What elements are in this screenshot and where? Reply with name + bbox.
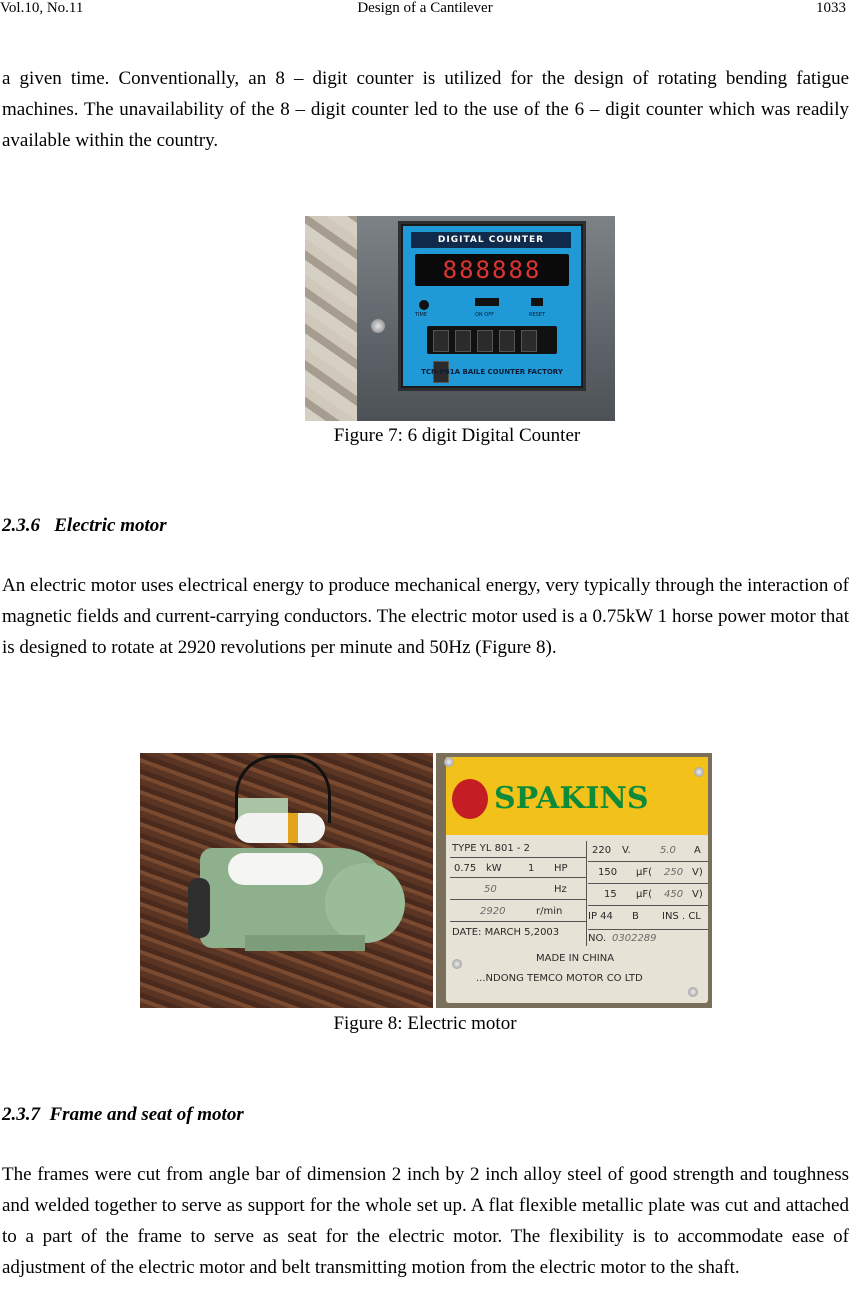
bolt-icon	[694, 767, 704, 777]
np-cap2-unit: μF(	[636, 889, 653, 900]
counter-model-text: TCN-P61A BAILE COUNTER FACTORY	[421, 368, 563, 376]
paragraph-frame-seat: The frames were cut from angle bar of dimension 2 inch by 2 inch alloy steel of good strength and toughness and welded together to serve as support for the whole set up. A flat flexible metallic plate was cut and attached to a part of the frame to serve as seat for the electric motor. The flexibility is to accommodate ease of adjustment of the electric motor and belt transmitting motion from the electric motor to the shaft.	[2, 1164, 849, 1278]
bolt-icon	[444, 757, 454, 767]
np-freq-unit: Hz	[554, 884, 567, 895]
np-cap2-rating: 450	[664, 889, 684, 900]
np-cap1: 150	[598, 867, 618, 878]
np-type: TYPE YL 801 - 2	[452, 843, 531, 854]
figure-8-nameplate-photo	[436, 753, 712, 1008]
np-volt: 220	[592, 845, 612, 856]
header-volume: Vol.10, No.11	[0, 0, 84, 16]
np-speed-unit: r/min	[536, 906, 563, 917]
np-amp: 5.0	[660, 845, 676, 856]
np-cap1-unit: μF(	[636, 867, 653, 878]
np-made-in: MADE IN CHINA	[536, 953, 615, 964]
np-cap1-rating-unit: V)	[692, 867, 703, 878]
np-ins-label: INS . CL	[662, 911, 701, 922]
time-knob	[419, 300, 429, 310]
reset-switch	[531, 298, 543, 306]
np-freq: 50	[484, 884, 497, 895]
motor-endcap	[325, 863, 405, 943]
paragraph-counter: a given time. Conventionally, an 8 – digit counter is utilized for the design of rotating bending fatigue machines. The unavailability of the 8 – digit counter led to the use of the 6 – digit counter which was readily available within the country.	[2, 68, 849, 151]
on-off-switch	[475, 298, 499, 306]
nameplate-divider	[586, 841, 587, 946]
section-heading-frame-seat: 2.3.7 Frame and seat of motor	[2, 1104, 244, 1125]
np-power-hp: 1	[528, 863, 535, 874]
counter-panel-title: DIGITAL COUNTER	[411, 232, 571, 248]
np-cap2: 15	[604, 889, 617, 900]
np-power-hp-unit: HP	[554, 863, 568, 874]
capacitor-top	[235, 813, 325, 843]
paragraph-electric-motor: An electric motor uses electrical energy to produce mechanical energy, very typically through the interaction of magnetic fields and current-carrying conductors. The electric motor used is a 0.75kW 1 horse power motor that is designed to rotate at 2920 revolutions per minute and 50Hz (Figure 8).	[2, 575, 849, 658]
spakins-logo-icon	[452, 779, 488, 819]
header-page-number: 1033	[816, 0, 846, 16]
np-speed: 2920	[480, 906, 506, 917]
header-title: Design of a Cantilever	[357, 0, 493, 16]
np-power-kw: 0.75	[454, 863, 477, 874]
np-cap1-rating: 250	[664, 867, 684, 878]
np-ins-class: B	[632, 911, 639, 922]
label-reset: RESET	[529, 312, 546, 318]
bolt-icon	[688, 987, 698, 997]
wood-background	[305, 216, 357, 421]
np-volt-unit: V.	[622, 845, 631, 856]
bolt-icon	[452, 959, 462, 969]
motor-foot	[245, 935, 365, 951]
nameplate-brand: SPAKINS	[494, 781, 649, 816]
np-no-label: NO.	[588, 933, 607, 944]
np-ip: IP 44	[588, 911, 613, 922]
np-power-kw-unit: kW	[486, 863, 502, 874]
motor-pulley	[188, 878, 210, 938]
motor-label-tag	[288, 813, 298, 843]
figure-7-digital-counter-photo	[305, 216, 615, 421]
screw-icon	[371, 319, 385, 333]
np-cap2-rating-unit: V)	[692, 889, 703, 900]
section-heading-electric-motor: 2.3.6 Electric motor	[2, 515, 167, 536]
label-switch: ON OFF	[475, 312, 494, 318]
np-no-value: 0302289	[612, 933, 657, 944]
np-date: DATE: MARCH 5,2003	[452, 927, 560, 938]
label-time: TIME	[415, 312, 428, 318]
figure-7-caption: Figure 7: 6 digit Digital Counter	[333, 425, 581, 446]
np-maker: ...NDONG TEMCO MOTOR CO LTD	[476, 973, 643, 984]
preset-keys	[427, 326, 557, 354]
capacitor-bottom	[228, 853, 323, 885]
np-amp-unit: A	[694, 845, 701, 856]
counter-panel	[401, 224, 583, 388]
figure-8-caption: Figure 8: Electric motor	[333, 1013, 517, 1034]
figure-8-motor-photo	[140, 753, 433, 1008]
counter-display: 888888	[415, 254, 569, 286]
